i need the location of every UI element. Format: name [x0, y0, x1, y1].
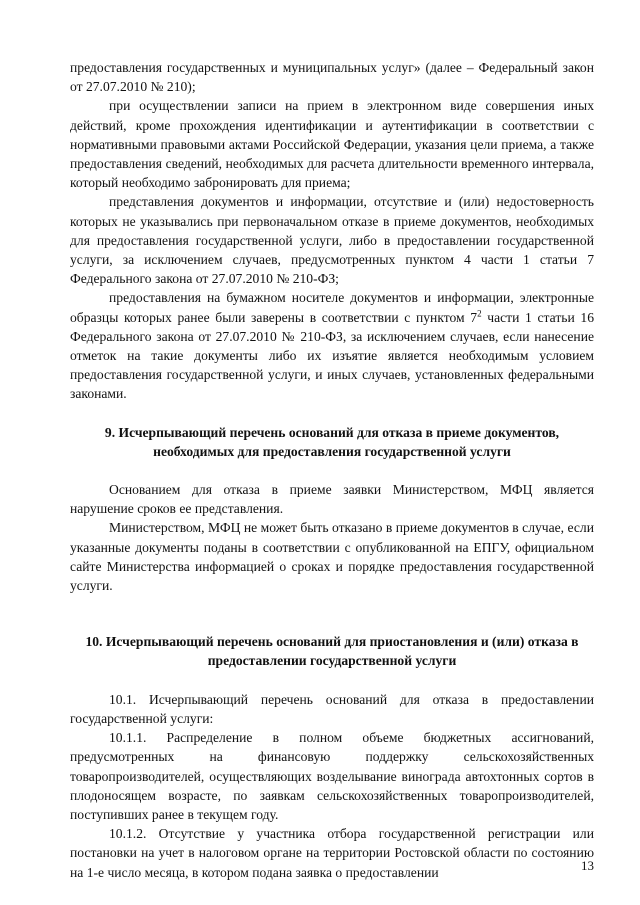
- paragraph-continuation: предоставления государственных и муниципальных услуг» (далее – Федеральный закон от 27.07.2010 № 210);: [70, 60, 594, 95]
- section-9-paragraph: Основанием для отказа в приеме заявки Министерством, МФЦ является нарушение сроков ее представления.: [70, 482, 594, 517]
- paragraph-electronic-appointment: при осуществлении записи на прием в электронном виде совершения иных действий, кроме прохождения идентификации и аутентификации в соответствии с нормативными правовыми актами Российской Федерации, указания цели приема, а также предоставления сведений, необходимых для расчета длительности временного интервала, который необходимо забронировать для приема;: [70, 98, 594, 191]
- paragraph-documents-missing: представления документов и информации, отсутствие и (или) недостоверность которых не указывались при первоначальном отказе в приеме документов, необходимых для предоставления государственной услуги, либо в предоставлении государственной услуги, за исключением случаев, предусмотренных пунктом 4 части 1 статьи 7 Федерального закона от 27.07.2010 № 210-ФЗ;: [70, 194, 594, 287]
- section-10-paragraph: 10.1.1. Распределение в полном объеме бюджетных ассигнований, предусмотренных на финансовую поддержку сельскохозяйственных товаропроизводителей, осуществляющих возделывание винограда автохтонных сортов в плодоносящем возрасте, по заявкам сельскохозяйственных товаропроизводителей, поступивших ранее в текущем году.: [70, 730, 594, 822]
- section-10-paragraph: 10.1.2. Отсутствие у участника отбора государственной регистрации или постановки на учет в налоговом органе на территории Ростовской области по состоянию на 1-е число месяца, в котором подана заявка о предоставлении: [70, 826, 594, 880]
- section-10-paragraph: 10.1. Исчерпывающий перечень оснований для отказа в предоставлении государственной услуги:: [70, 691, 594, 726]
- section-9-heading: 9. Исчерпывающий перечень оснований для отказа в приеме документов, необходимых для предоставления государственной услуги: [104, 424, 560, 459]
- paragraph-paper-documents: [70, 288, 594, 403]
- paragraph-paper-documents-end: части 1 статьи 16 Федерального закона от 27.07.2010 № 210-ФЗ, за исключением случаев, если нанесение отметок на такие документы либо их изъятие является необходимым условием предоставления государственной услуги, и иных случаев, установленных федеральными законами.: [70, 309, 594, 402]
- page-number: 13: [581, 858, 594, 873]
- section-9-paragraph: Министерством, МФЦ не может быть отказано в приеме документов в случае, если указанные документы поданы в соответствии с опубликованной на ЕПГУ, официальном сайте Министерства информацией о сроках и порядке предоставления государственной услуги.: [70, 520, 594, 594]
- section-10-heading: 10. Исчерпывающий перечень оснований для приостановления и (или) отказа в предоставлении государственной услуги: [85, 634, 579, 669]
- footnote-superscript: 2: [477, 308, 482, 319]
- paragraph-paper-documents-start: предоставления на бумажном носителе документов и информации, электронные образцы которых ранее были заверены в соответствии с пунктом 7: [70, 290, 594, 325]
